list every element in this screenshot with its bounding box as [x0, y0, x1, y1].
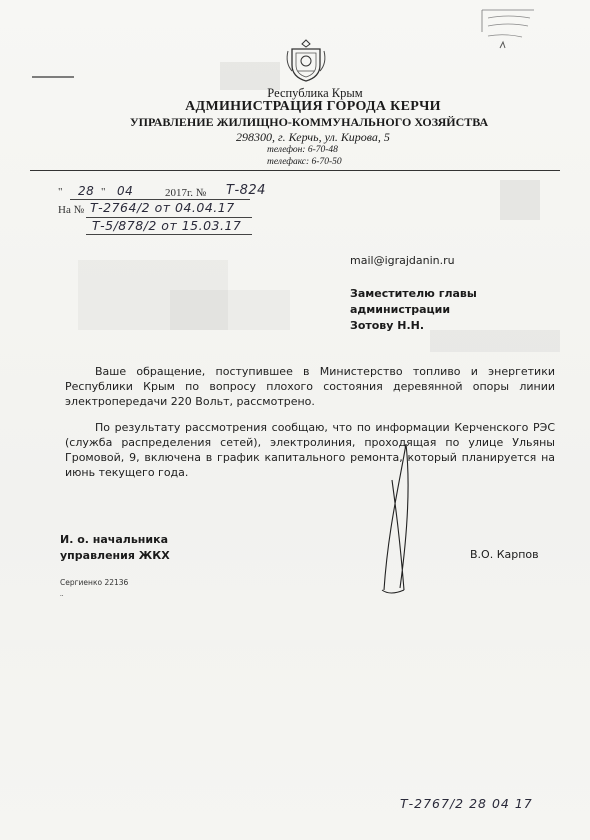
recipient-line-1: Заместителю главы [350, 287, 477, 300]
quote-close: " [101, 186, 106, 198]
recipient-line-2: администрации [350, 303, 451, 316]
header-phone: телефон: 6-70-48 [267, 145, 338, 155]
reference-label: На № [58, 204, 85, 216]
coat-of-arms-icon [284, 37, 328, 83]
quote-open: " [58, 186, 63, 198]
signer-name: В.О. Карпов [470, 548, 539, 561]
body-paragraph-2: По результату рассмотрения сообщаю, что по информации Керченского РЭС (служба распределения сетей), электролиния, проходящая по улице Ульяны Громовой, 9, включена в график капитального ремонта, который планируется на июнь текущего года. [65, 421, 555, 479]
executor-dots: .. [60, 590, 64, 598]
recipient-line-3: Зотову Н.Н. [350, 319, 425, 332]
executor-info: Сергиенко 22136 [60, 578, 129, 587]
header-department: УПРАВЛЕНИЕ ЖИЛИЩНО-КОММУНАЛЬНОГО ХОЗЯЙСТВА [129, 115, 489, 129]
signer-role-line-1: И. о. начальника [60, 533, 168, 546]
recipient-email: mail@igrajdanin.ru [350, 254, 455, 267]
corner-stamp-icon [478, 4, 538, 54]
registration-year: 2017г. № [165, 187, 207, 199]
bottom-handwritten-note: Т-2767/2 28 04 17 [400, 796, 533, 811]
registration-date-row [58, 186, 63, 198]
signer-role-line-2: управления ЖКХ [60, 549, 170, 562]
registration-month: 04 [117, 184, 134, 198]
header-address: 298300, г. Керчь, ул. Кирова, 5 [236, 130, 390, 144]
body-paragraph-1: Ваше обращение, поступившее в Министерство топливо и энергетики Республики Крым по вопросу плохого состояния деревянной опоры линии электропередачи 220 Вольт, рассмотрено. [65, 365, 555, 408]
header-administration: АДМИНИСТРАЦИЯ ГОРОДА КЕРЧИ [185, 99, 441, 114]
registration-number: Т-824 [226, 183, 266, 198]
handwritten-signature-icon [370, 440, 440, 600]
bleed-through-block [170, 290, 290, 330]
header-region: Республика Крым [267, 86, 363, 100]
bleed-through-block [430, 330, 560, 352]
reference-line-1: Т-2764/2 от 04.04.17 [90, 200, 235, 215]
header-fax: телефакс: 6-70-50 [267, 157, 342, 167]
reference-underline-2 [86, 234, 252, 235]
margin-mark-icon [30, 74, 76, 80]
reference-line-2: Т-5/878/2 от 15.03.17 [92, 218, 242, 233]
header-divider [30, 170, 560, 171]
bleed-through-block [500, 180, 540, 220]
registration-day: 28 [78, 184, 95, 198]
